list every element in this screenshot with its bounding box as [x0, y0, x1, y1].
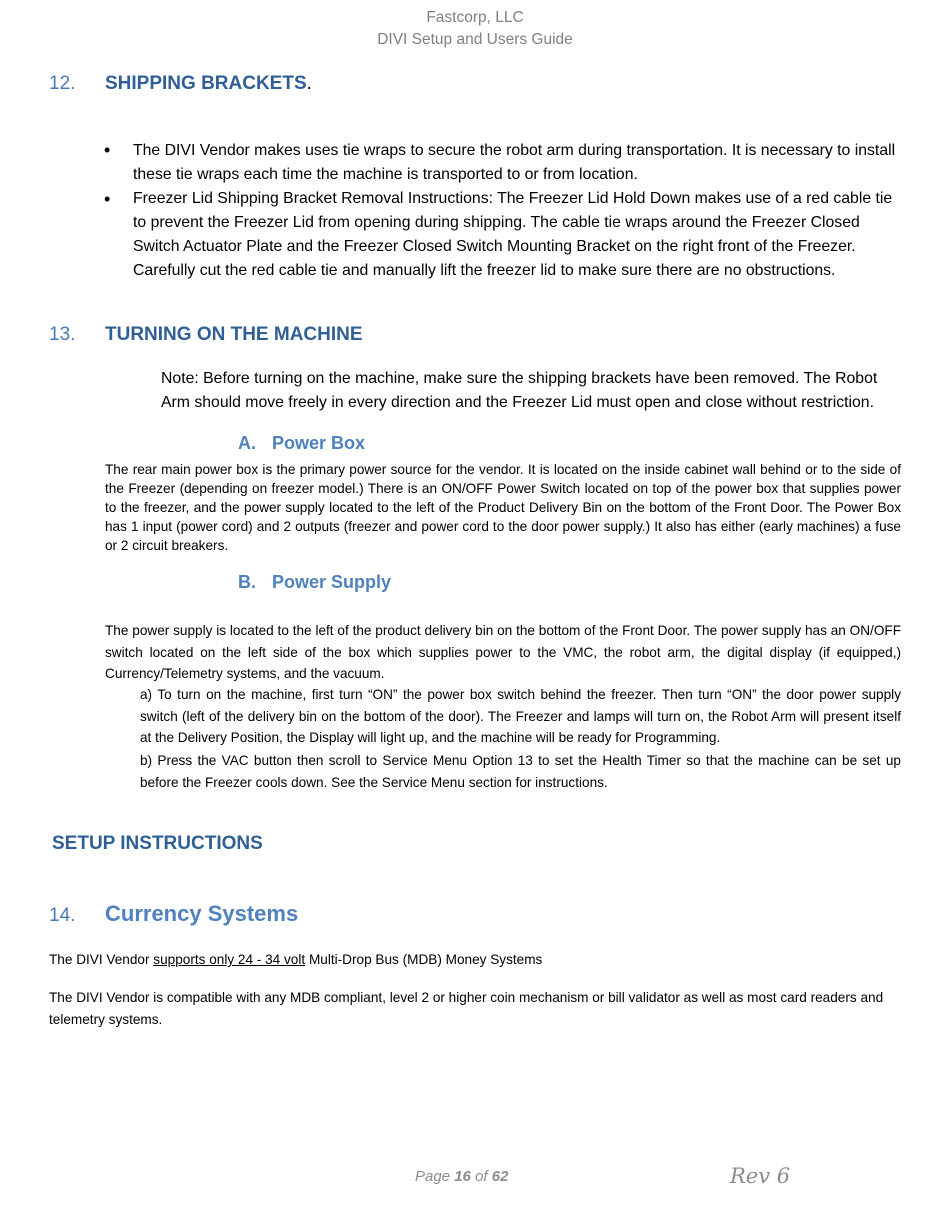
currency-paragraph-1-start: The DIVI Vendor — [49, 952, 154, 967]
section-12-title: SHIPPING BRACKETS — [105, 73, 307, 94]
section-12-number: 12. — [49, 73, 76, 94]
currency-paragraph-2: The DIVI Vendor is compatible with any MDB compliant, level 2 or higher coin mechanism or bill validator as well as most card readers and telemetry systems. — [49, 990, 884, 1027]
power-box-paragraph: The rear main power box is the primary power source for the vendor. It is located on the inside cabinet wall behind or to the side of the Freezer (depending on freezer model.) There is an ON/OFF Power Switch located on top of the power box that supplies power to the freezer, and the power supply located to the left of the Product Delivery Bin on the bottom of the Front Door. The Power Box has 1 input (power cord) and 2 outputs (freezer and power cord to the door power supply.) It also has either (early machines) a fuse or 2 circuit breakers. — [105, 462, 901, 553]
bullet-icon: • — [104, 189, 111, 209]
section-12-bullet-1: The DIVI Vendor makes uses tie wraps to secure the robot arm during transportation. It is necessary to install these tie wraps each time the machine is transported to or from location. — [133, 142, 896, 183]
page-total: 62 — [491, 1168, 509, 1185]
bullet-icon: • — [104, 140, 111, 160]
section-13-title: TURNING ON THE MACHINE — [105, 324, 363, 345]
page-current: 16 — [454, 1168, 471, 1185]
section-13-note: Note: Before turning on the machine, make sure the shipping brackets have been removed. The Robot Arm should move freely in every direction and the Freezer Lid must open and close without restriction. — [161, 370, 878, 411]
header-doc-title: DIVI Setup and Users Guide — [377, 31, 573, 48]
voltage-requirement: supports only 24 - 34 volt — [153, 952, 306, 967]
subsection-a-title: Power Box — [272, 433, 366, 453]
section-12-bullet-2: Freezer Lid Shipping Bracket Removal Instructions: The Freezer Lid Hold Down makes use of a red cable tie to prevent the Freezer Lid from opening during shipping. The cable tie wraps around the Freezer Closed Switch Actuator Plate and the Freezer Closed Switch Mounting Bracket on the right front of the Freezer. Carefully cut the red cable tie and manually lift the freezer lid to make sure there are no obstructions. — [133, 190, 893, 279]
section-12-heading — [105, 73, 312, 95]
section-14-number: 14. — [49, 905, 76, 926]
subsection-b-letter: B. — [238, 572, 256, 592]
setup-instructions-heading: SETUP INSTRUCTIONS — [52, 833, 263, 854]
revision-label: Rev 6 — [730, 1164, 791, 1188]
section-14-title: Currency Systems — [105, 901, 299, 926]
header-company: Fastcorp, LLC — [426, 9, 524, 26]
page-number — [415, 1168, 508, 1185]
power-supply-paragraph: The power supply is located to the left of the product delivery bin on the bottom of the Front Door. The power supply has an ON/OFF switch located on the left side of the box which supplies power to the VMC, the robot arm, the digital display (if equipped,) Currency/Telemetry systems, and the vacuum. — [105, 623, 901, 681]
power-on-step-b: b) Press the VAC button then scroll to Service Menu Option 13 to set the Health Timer so that the machine can be set up before the Freezer cools down. See the Service Menu section for instructions. — [140, 753, 901, 790]
page-of: of — [470, 1168, 492, 1185]
currency-paragraph-1-end: Multi-Drop Bus (MDB) Money Systems — [305, 952, 543, 967]
currency-paragraph-1 — [49, 950, 909, 969]
section-12-title-period: . — [306, 73, 312, 94]
page-word: Page — [415, 1168, 455, 1185]
subsection-a-letter: A. — [238, 433, 256, 453]
section-13-number: 13. — [49, 324, 76, 345]
power-on-step-a: a) To turn on the machine, first turn “ON” the power box switch behind the freezer. Then turn “ON” the door power supply switch (left of the delivery bin on the bottom of the door). The Freezer and lamps will turn on, the Robot Arm will present itself at the Delivery Position, the Display will light up, and the machine will be ready for Programming. — [140, 687, 901, 745]
subsection-b-title: Power Supply — [272, 572, 392, 592]
